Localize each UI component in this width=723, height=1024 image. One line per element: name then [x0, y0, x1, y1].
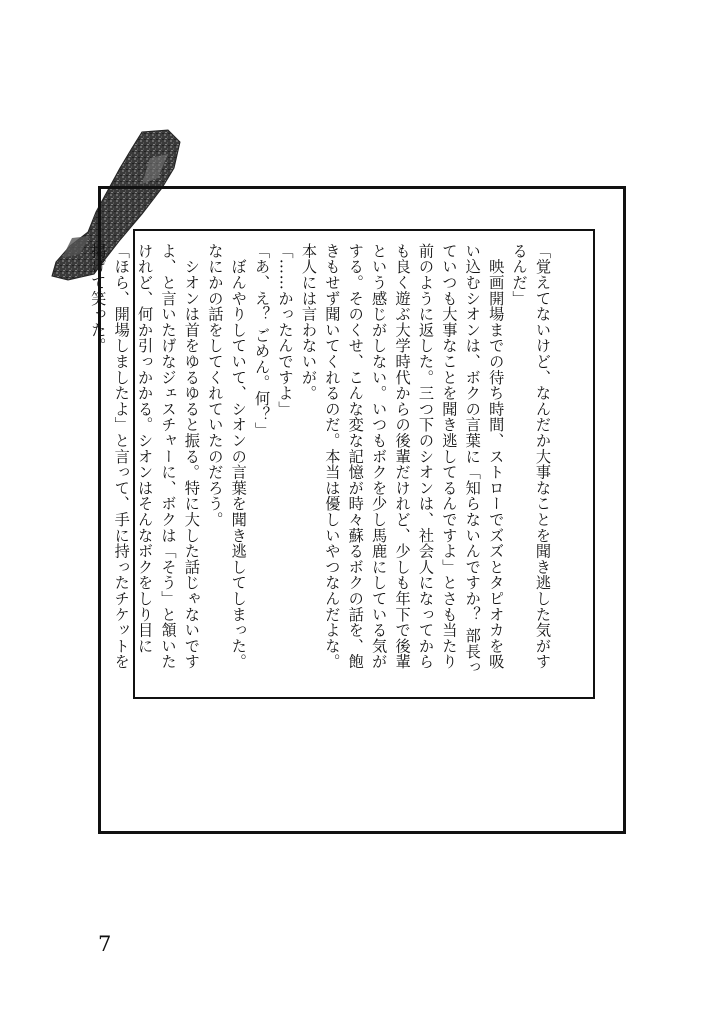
paragraph: 映画開場までの待ち時間、ストローでズズとタピオカを吸い込むシオンは、ボクの言葉に「知らないんですか？ 部長っていつも大事なことを聞き逃してるんですよ」とさも当たり前のように返した。三つ下のシオンは、社会人になってからも良く遊ぶ大学時代からの後輩だけれど、少しも年下で後輩という感じがしない。いつもボクを少し馬鹿にしている気がする。そのくせ、こんな変な記憶が時々蘇るボクの話を、飽きもせず聞いてくれるのだ。本当は優しいやつなんだよな。本人には言わないが。 — [299, 243, 506, 676]
paragraph: シオンは首をゆるゆると振る。特に大した話じゃないですよ、と言いたげなジェスチャーに、ボクは「そう」と頷いたけれど、何か引っかかる。シオンはそんなボクをしり目に「ほら、開場しましたよ」と言って、手に持ったチケットを掲げて笑った。 — [89, 243, 201, 670]
paragraph: 「あ、え？ ごめん。何？」 — [253, 243, 272, 439]
paragraph: ぼんやりしていて、シオンの言葉を聞き逃してしまった。なにかの話をしてくれていたのだろう。 — [206, 243, 248, 670]
paragraph: 「覚えてないけど、なんだか大事なことを聞き逃した気がするんだ」 — [510, 243, 552, 670]
paragraph: 「……かったんですよ」 — [276, 243, 295, 417]
story-text — [89, 243, 554, 683]
page-number: 7 — [98, 932, 112, 956]
